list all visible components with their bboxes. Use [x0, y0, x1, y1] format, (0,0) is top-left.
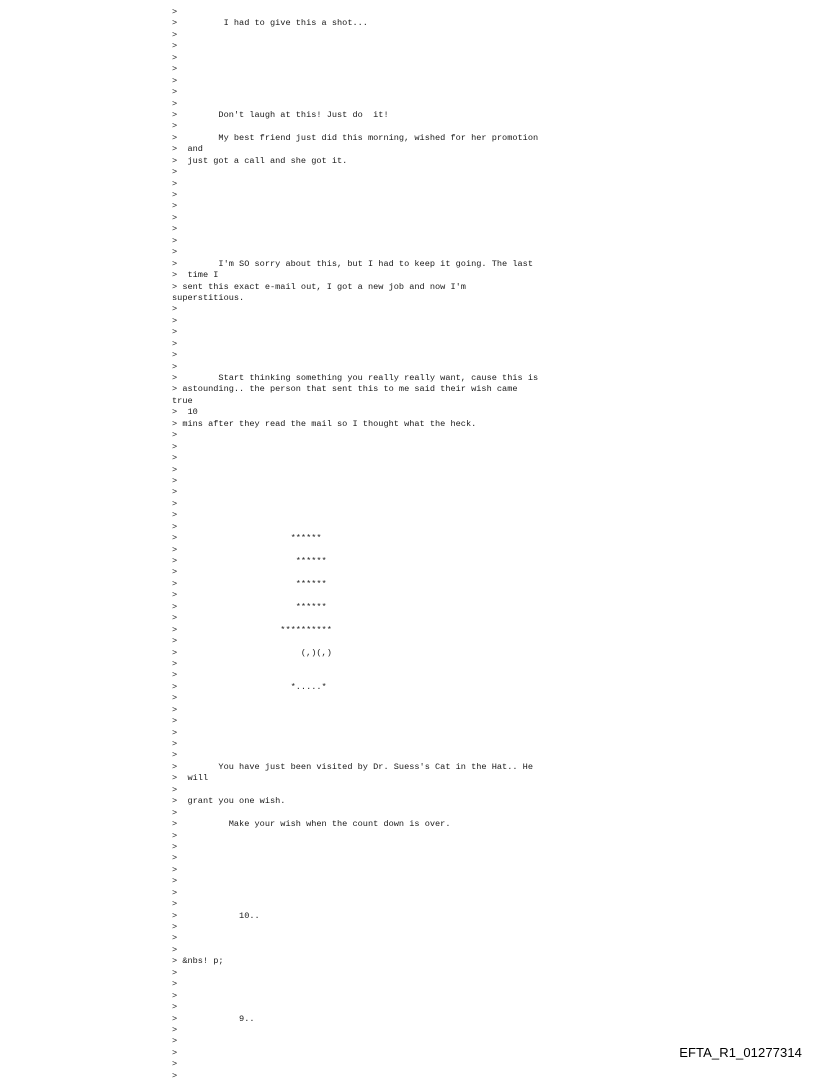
text-line: > [172, 864, 178, 875]
text-line: > [172, 922, 178, 932]
text-line: > You have just been visited by Dr. Suess's Cat in the Hat.. He [172, 761, 533, 772]
text-line: > [172, 670, 178, 681]
text-line: > My best friend just did this morning, wished for her promotion [172, 132, 539, 143]
text-line: > [172, 510, 178, 521]
text-line: > [172, 350, 178, 361]
text-line: > ****** [172, 533, 322, 544]
text-line: > *.....* [172, 681, 327, 692]
text-line: > just got a call and she got it. [172, 155, 348, 166]
text-line: > [172, 64, 178, 75]
text-line: > [172, 453, 178, 464]
text-line: > [172, 121, 178, 132]
text-line: superstitious. [172, 292, 245, 303]
text-line: > [172, 475, 178, 486]
text-line: > Make your wish when the count down is over. [172, 819, 451, 830]
text-line: > [172, 212, 178, 223]
text-line: > [172, 327, 178, 338]
text-line: > [172, 784, 178, 795]
text-line: > [172, 636, 178, 647]
text-line: > [172, 361, 178, 372]
text-line: > [172, 52, 178, 63]
text-line: > [172, 441, 178, 452]
text-line: > [172, 7, 178, 17]
text-line: > 10.. [172, 910, 260, 921]
text-line: > [172, 41, 178, 52]
text-line: > [172, 876, 178, 887]
text-line: > [172, 1070, 178, 1081]
text-line: > ****** [172, 578, 327, 589]
text-line: > [172, 178, 178, 189]
text-line: > [172, 979, 178, 990]
text-line: > ********** [172, 624, 332, 635]
text-line: > [172, 1059, 178, 1070]
text-line: > [172, 933, 178, 944]
text-line: > [172, 990, 178, 1001]
text-line: true [172, 395, 193, 406]
text-line: > [172, 304, 178, 315]
text-line: > [172, 1002, 178, 1013]
text-line: > [172, 338, 178, 349]
text-line: > [172, 315, 178, 326]
text-line: > [172, 716, 178, 727]
text-line: > (,)(,) [172, 647, 332, 658]
text-line: > [172, 727, 178, 738]
text-line: > [172, 693, 178, 704]
text-line: > [172, 167, 178, 178]
text-line: > ****** [172, 601, 327, 612]
text-line: > [172, 613, 178, 624]
text-line: > time I [172, 270, 219, 281]
text-line: > [172, 87, 178, 98]
text-line: > [172, 224, 178, 235]
text-line: > [172, 944, 178, 955]
text-line: > [172, 544, 178, 555]
text-line: > [172, 1024, 178, 1035]
text-line: > mins after they read the mail so I thought what the heck. [172, 418, 477, 429]
text-line: > 9.. [172, 1013, 255, 1024]
text-line: > I'm SO sorry about this, but I had to keep it going. The last [172, 258, 533, 269]
text-line: > [172, 841, 178, 852]
text-line: > [172, 853, 178, 864]
text-line: > Start thinking something you really really want, cause this is [172, 373, 539, 383]
text-line: > [172, 430, 178, 441]
text-line: > [172, 899, 178, 910]
text-line: > [172, 658, 178, 669]
text-line: > I had to give this a shot... [172, 18, 368, 29]
text-line: > and [172, 144, 203, 155]
text-line: > Don't laugh at this! Just do it! [172, 109, 389, 120]
text-line: > [172, 247, 178, 258]
text-line: > [172, 739, 178, 749]
text-line: > [172, 98, 178, 109]
text-line: > [172, 807, 178, 818]
text-line: > [172, 29, 178, 40]
text-line: > [172, 521, 178, 532]
text-line: > will [172, 773, 209, 784]
text-line: > 10 [172, 407, 198, 418]
text-line: > [172, 887, 178, 898]
text-line: > [172, 750, 178, 761]
text-line: > [172, 190, 178, 200]
text-line: > grant you one wish. [172, 796, 286, 807]
document-id-label: EFTA_R1_01277314 [679, 1045, 802, 1060]
text-line: > astounding.. the person that sent this to me said their wish came [172, 384, 518, 395]
email-body [172, 7, 772, 1082]
text-line: > [172, 567, 178, 578]
text-line: > [172, 498, 178, 509]
text-line: > [172, 704, 178, 715]
text-line: > &nbs! p; [172, 956, 224, 967]
text-line: > [172, 75, 178, 86]
text-line: > [172, 1036, 178, 1047]
text-line: > [172, 967, 178, 978]
text-line: > [172, 1047, 178, 1058]
text-line: > [172, 590, 178, 601]
text-line: > [172, 464, 178, 475]
text-line: > [172, 235, 178, 246]
text-line: > ****** [172, 556, 327, 566]
text-line: > [172, 201, 178, 212]
text-line: > [172, 830, 178, 841]
text-line: > sent this exact e-mail out, I got a new job and now I'm [172, 281, 466, 292]
text-line: > [172, 487, 178, 498]
